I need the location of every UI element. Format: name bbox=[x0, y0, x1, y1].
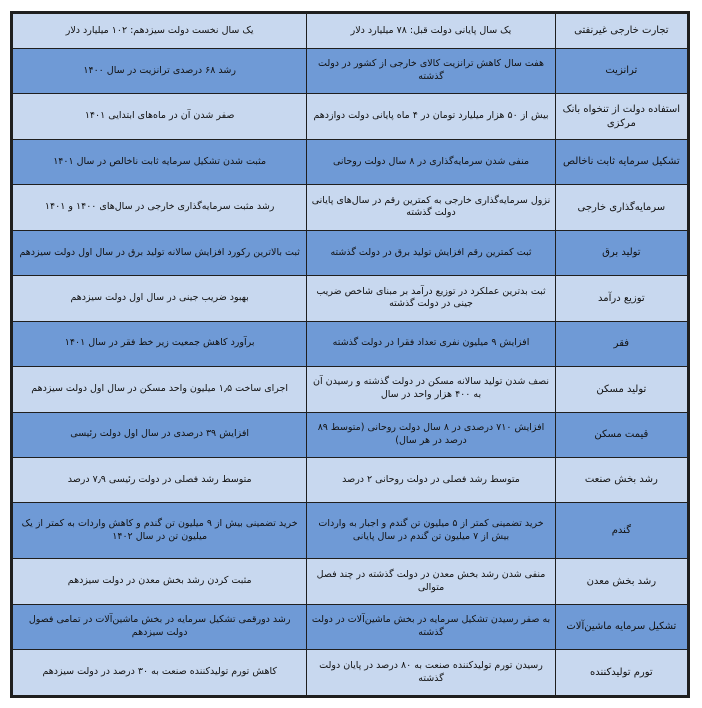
topic-cell: قیمت مسکن bbox=[555, 412, 687, 457]
topic-cell: گندم bbox=[555, 503, 687, 559]
table-row bbox=[13, 457, 688, 502]
previous-government-cell: ثبت بدترین عملکرد در توزیع درآمد بر مبنای شاخص ضریب جینی در دولت گذشته bbox=[307, 276, 555, 321]
current-government-cell: متوسط رشد فصلی در دولت رئیسی ۷٫۹ درصد bbox=[13, 457, 307, 502]
topic-cell: تجارت خارجی غیرنفتی bbox=[555, 14, 687, 49]
comparison-table-frame bbox=[10, 11, 690, 698]
table-row bbox=[13, 276, 688, 321]
previous-government-cell: رسیدن تورم تولیدکننده صنعت به ۸۰ درصد در پایان دولت گذشته bbox=[307, 650, 555, 696]
current-government-cell: یک سال نخست دولت سیزدهم: ۱۰۲ میلیارد دلار bbox=[13, 14, 307, 49]
previous-government-cell: یک سال پایانی دولت قبل: ۷۸ میلیارد دلار bbox=[307, 14, 555, 49]
previous-government-cell: منفی شدن رشد بخش معدن در دولت گذشته در چند فصل متوالی bbox=[307, 559, 555, 604]
previous-government-cell: متوسط رشد فصلی در دولت روحانی ۲ درصد bbox=[307, 457, 555, 502]
table-row bbox=[13, 367, 688, 412]
topic-cell: سرمایه‌گذاری خارجی bbox=[555, 185, 687, 230]
current-government-cell: برآورد کاهش جمعیت زیر خط فقر در سال ۱۴۰۱ bbox=[13, 321, 307, 366]
previous-government-cell: نزول سرمایه‌گذاری خارجی به کمترین رقم در سال‌های پایانی دولت گذشته bbox=[307, 185, 555, 230]
table-row bbox=[13, 48, 688, 93]
topic-cell: تشکیل سرمایه ثابت ناخالص bbox=[555, 139, 687, 184]
table-row bbox=[13, 412, 688, 457]
current-government-cell: رشد ۶۸ درصدی ترانزیت در سال ۱۴۰۰ bbox=[13, 48, 307, 93]
table-row bbox=[13, 94, 688, 139]
topic-cell: تولید مسکن bbox=[555, 367, 687, 412]
comparison-table bbox=[12, 13, 688, 696]
table-row bbox=[13, 139, 688, 184]
previous-government-cell: خرید تضمینی کمتر از ۵ میلیون تن گندم و اجبار به واردات بیش از ۷ میلیون تن گندم در سال پایانی bbox=[307, 503, 555, 559]
topic-cell: ترانزیت bbox=[555, 48, 687, 93]
previous-government-cell: به صفر رسیدن تشکیل سرمایه در بخش ماشین‌آلات در دولت گذشته bbox=[307, 604, 555, 649]
previous-government-cell: نصف شدن تولید سالانه مسکن در دولت گذشته و رسیدن آن به ۴۰۰ هزار واحد در سال bbox=[307, 367, 555, 412]
topic-cell: فقر bbox=[555, 321, 687, 366]
previous-government-cell: ثبت کمترین رقم افزایش تولید برق در دولت گذشته bbox=[307, 230, 555, 275]
current-government-cell: مثبت کردن رشد بخش معدن در دولت سیزدهم bbox=[13, 559, 307, 604]
current-government-cell: رشد دورقمی تشکیل سرمایه در بخش ماشین‌آلات در تمامی فصول دولت سیزدهم bbox=[13, 604, 307, 649]
current-government-cell: بهبود ضریب جینی در سال اول دولت سیزدهم bbox=[13, 276, 307, 321]
table-row bbox=[13, 14, 688, 49]
previous-government-cell: بیش از ۵۰ هزار میلیارد تومان در ۴ ماه پایانی دولت دوازدهم bbox=[307, 94, 555, 139]
current-government-cell: مثبت شدن تشکیل سرمایه ثابت ناخالص در سال ۱۴۰۱ bbox=[13, 139, 307, 184]
topic-cell: تولید برق bbox=[555, 230, 687, 275]
previous-government-cell: افزایش ۷۱۰ درصدی در ۸ سال دولت روحانی (متوسط ۸۹ درصد در هر سال) bbox=[307, 412, 555, 457]
table-row bbox=[13, 321, 688, 366]
current-government-cell: ثبت بالاترین رکورد افزایش سالانه تولید برق در سال اول دولت سیزدهم bbox=[13, 230, 307, 275]
table-row bbox=[13, 604, 688, 649]
topic-cell: رشد بخش صنعت bbox=[555, 457, 687, 502]
current-government-cell: اجرای ساخت ۱٫۵ میلیون واحد مسکن در سال اول دولت سیزدهم bbox=[13, 367, 307, 412]
table-row bbox=[13, 185, 688, 230]
topic-cell: تورم تولیدکننده bbox=[555, 650, 687, 696]
topic-cell: رشد بخش معدن bbox=[555, 559, 687, 604]
current-government-cell: افزایش ۳۹ درصدی در سال اول دولت رئیسی bbox=[13, 412, 307, 457]
topic-cell: توزیع درآمد bbox=[555, 276, 687, 321]
table-row bbox=[13, 559, 688, 604]
current-government-cell: رشد مثبت سرمایه‌گذاری خارجی در سال‌های ۱۴۰۰ و ۱۴۰۱ bbox=[13, 185, 307, 230]
table-row bbox=[13, 230, 688, 275]
current-government-cell: کاهش تورم تولیدکننده صنعت به ۳۰ درصد در دولت سیزدهم bbox=[13, 650, 307, 696]
previous-government-cell: هفت سال کاهش ترانزیت کالای خارجی از کشور در دولت گذشته bbox=[307, 48, 555, 93]
previous-government-cell: منفی شدن سرمایه‌گذاری در ۸ سال دولت روحانی bbox=[307, 139, 555, 184]
current-government-cell: صفر شدن آن در ماه‌های ابتدایی ۱۴۰۱ bbox=[13, 94, 307, 139]
current-government-cell: خرید تضمینی بیش از ۹ میلیون تن گندم و کاهش واردات به کمتر از یک میلیون تن در سال ۱۴۰۲ bbox=[13, 503, 307, 559]
table-row bbox=[13, 650, 688, 696]
comparison-table-body bbox=[13, 14, 688, 696]
topic-cell: تشکیل سرمایه ماشین‌آلات bbox=[555, 604, 687, 649]
topic-cell: استفاده دولت از تنخواه بانک مرکزی bbox=[555, 94, 687, 139]
previous-government-cell: افزایش ۹ میلیون نفری تعداد فقرا در دولت گذشته bbox=[307, 321, 555, 366]
table-row bbox=[13, 503, 688, 559]
